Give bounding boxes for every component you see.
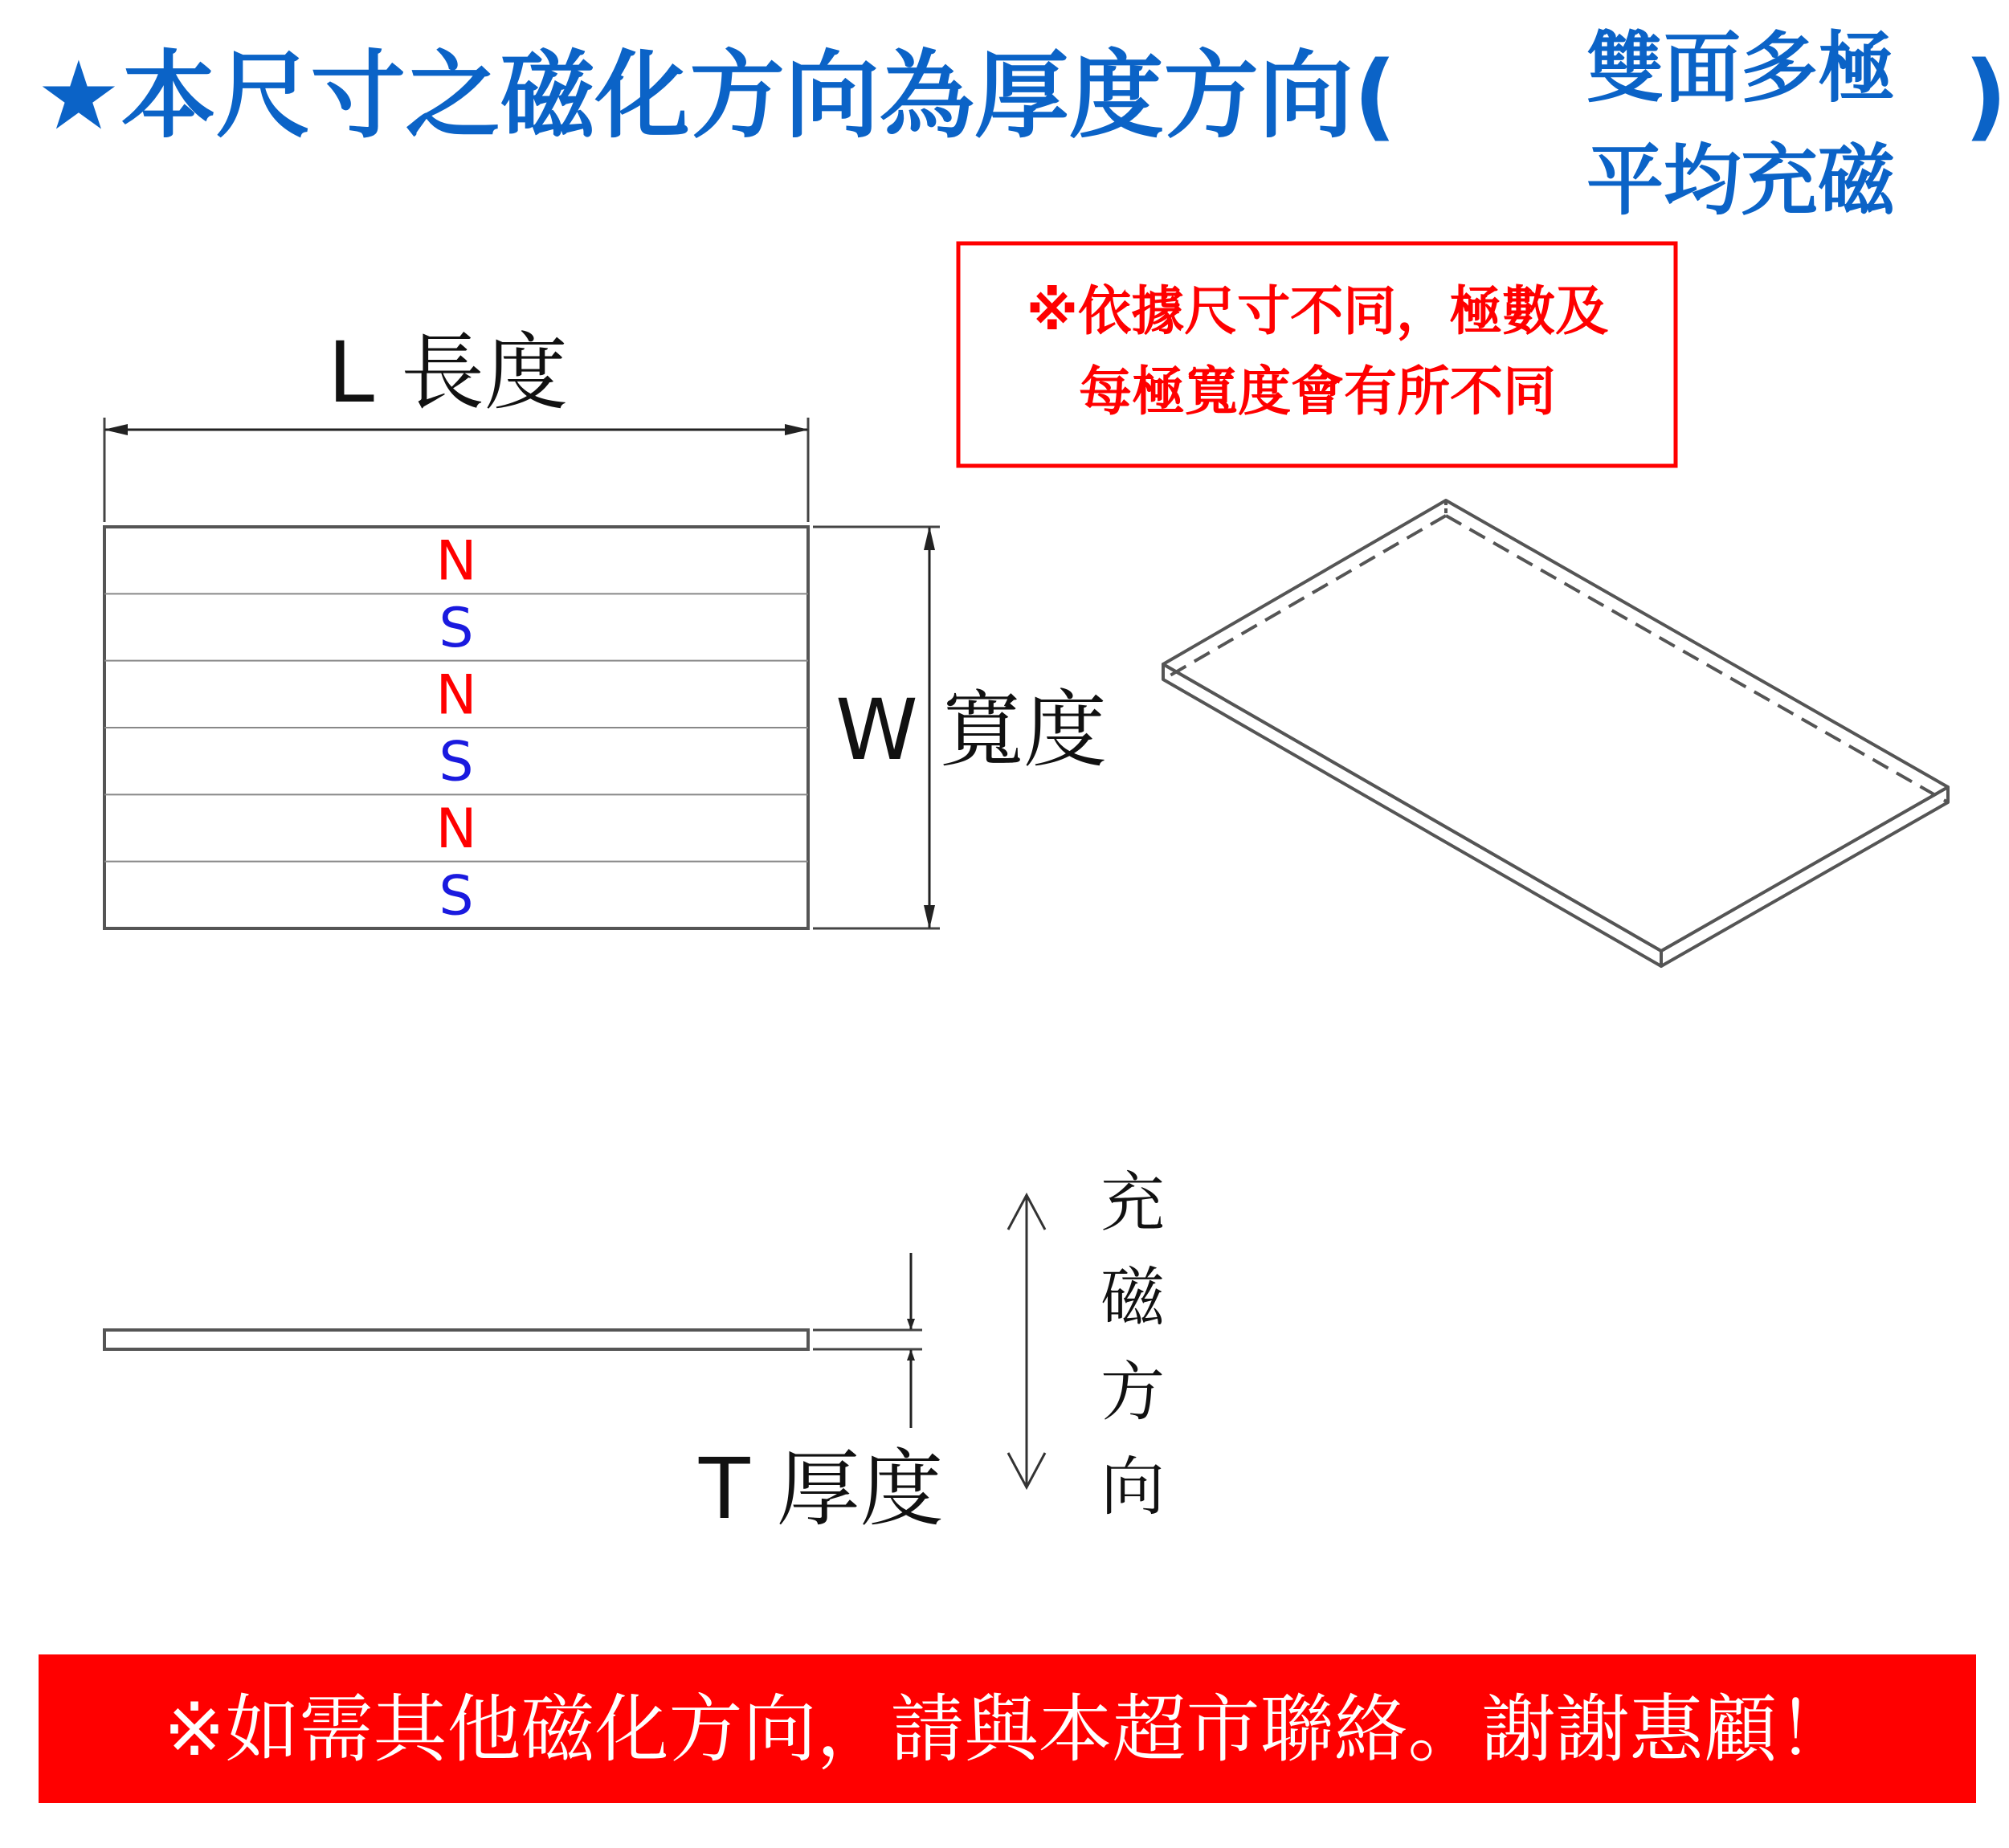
magnetization-label-char: 方 — [1100, 1355, 1165, 1430]
iso-top-face — [1163, 500, 1948, 951]
notice-line2: 每極寬度會有所不同 — [1079, 361, 1556, 422]
footer-text: ※如需其他磁化方向，請與本超市聯絡。謝謝惠顧！ — [163, 1687, 1852, 1773]
pole-label-north: N — [435, 798, 477, 861]
pole-label-north: N — [435, 663, 477, 728]
pole-label-south: S — [439, 597, 474, 660]
magnetization-label-char: 向 — [1100, 1450, 1165, 1524]
length-label: L 長度 — [328, 324, 569, 422]
title-main: ★本尺寸之磁化方向為厚度方向( — [36, 40, 1397, 151]
notice-box-border — [958, 243, 1676, 466]
thickness-label: T 厚度 — [699, 1440, 944, 1538]
magnetization-label-char: 充 — [1100, 1165, 1165, 1240]
notice-box — [958, 243, 1676, 466]
magnetization-direction — [1027, 1165, 1166, 1524]
side-plate — [104, 1330, 808, 1349]
magnetization-label-char: 磁 — [1100, 1260, 1165, 1335]
title-sub-line1: 雙面多極 — [1586, 23, 1895, 113]
width-label-letter: W — [835, 681, 918, 779]
isometric-plate — [1163, 500, 1948, 966]
width-label-text: 寬度 — [940, 681, 1108, 779]
magnetization-label — [1100, 1165, 1166, 1524]
pole-label-north: N — [435, 529, 477, 594]
side-view — [104, 1253, 944, 1538]
title-close-paren: ) — [1964, 40, 2007, 151]
pole-label-south: S — [439, 730, 474, 794]
pole-label-south: S — [439, 864, 474, 928]
title-sub-line2: 平均充磁 — [1586, 136, 1895, 226]
header-title — [36, 23, 2007, 226]
footer-banner — [39, 1654, 1976, 1803]
notice-line1: ※依據尺寸不同，極數及 — [1026, 280, 1609, 342]
